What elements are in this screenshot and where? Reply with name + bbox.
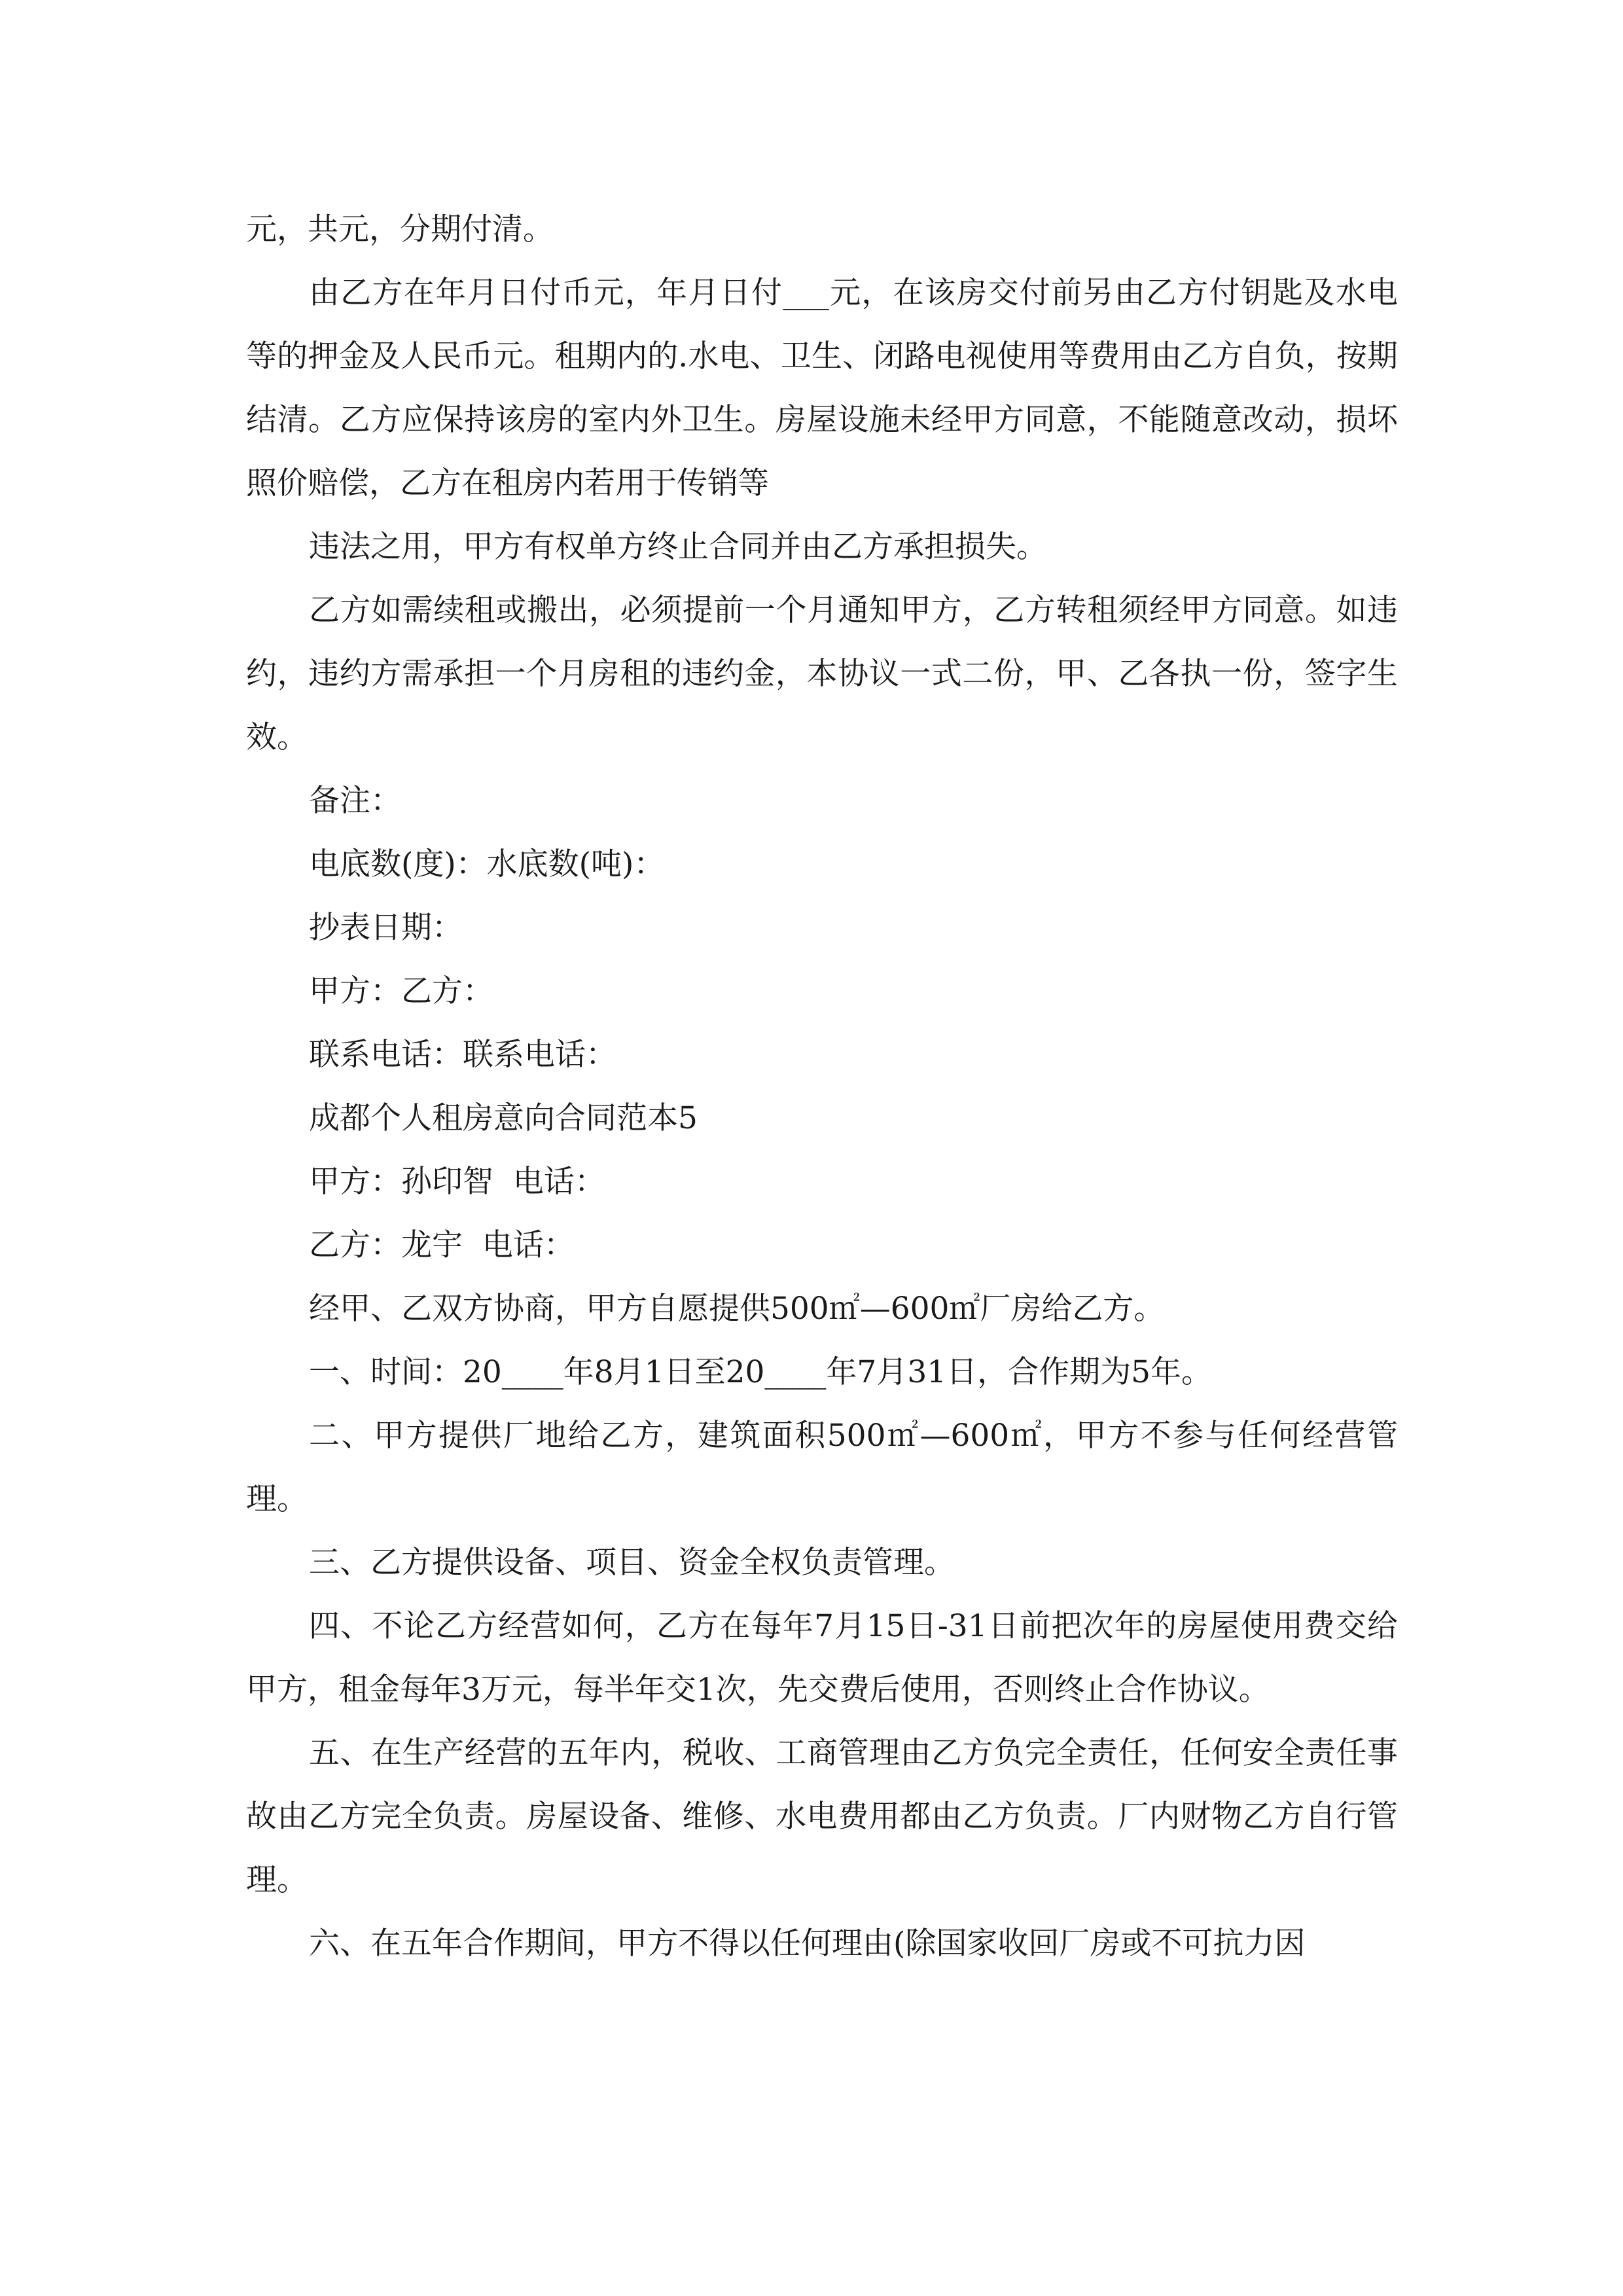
clause-2: 二、甲方提供厂地给乙方，建筑面积500㎡—600㎡，甲方不参与任何经营管理。 <box>246 1418 1398 1517</box>
section-title: 成都个人租房意向合同范本5 <box>309 1100 698 1136</box>
paragraph: 违法之用，甲方有权单方终止合同并由乙方承担损失。 <box>309 529 1047 565</box>
reading-date-line: 抄表日期： <box>309 910 463 946</box>
clause-3: 三、乙方提供设备、项目、资金全权负责管理。 <box>309 1545 955 1581</box>
contact-phone-line: 联系电话：联系电话： <box>309 1037 616 1073</box>
document-body <box>246 198 1398 1975</box>
clause-5: 五、在生产经营的五年内，税收、工商管理由乙方负完全责任，任何安全责任事故由乙方完全负责。房屋设备、维修、水电费用都由乙方负责。厂内财物乙方自行管理。 <box>246 1735 1398 1898</box>
clause-4: 四、不论乙方经营如何，乙方在每年7月15日-31日前把次年的房屋使用费交给甲方，租金每年3万元，每半年交1次，先交费后使用，否则终止合作协议。 <box>246 1608 1398 1708</box>
clause-6: 六、在五年合作期间，甲方不得以任何理由(除国家收回厂房或不可抗力因 <box>309 1926 1306 1962</box>
party-a-line: 甲方：孙印智 电话： <box>309 1164 605 1200</box>
paragraph: 乙方如需续租或搬出，必须提前一个月通知甲方，乙方转租须经甲方同意。如违约，违约方需承担一个月房租的违约金，本协议一式二份，甲、乙各执一份，签字生效。 <box>246 592 1398 755</box>
paragraph: 元，共元，分期付清。 <box>246 211 554 247</box>
remarks-label: 备注： <box>309 783 401 819</box>
party-b-line: 乙方：龙宇 电话： <box>309 1227 575 1263</box>
meter-readings-line: 电底数(度)：水底数(吨)： <box>309 846 665 882</box>
paragraph: 由乙方在年月日付币元，年月日付___元，在该房交付前另由乙方付钥匙及水电等的押金及人民币元。租期内的.水电、卫生、闭路电视使用等费用由乙方自负，按期结清。乙方应保持该房的室内外卫生。房屋设施未经甲方同意，不能随意改动，损坏照价赔偿，乙方在租房内若用于传销等 <box>246 275 1398 501</box>
paragraph: 经甲、乙双方协商，甲方自愿提供500㎡—600㎡厂房给乙方。 <box>309 1291 1165 1327</box>
clause-1: 一、时间：20____年8月1日至20____年7月31日，合作期为5年。 <box>309 1354 1213 1390</box>
parties-line: 甲方：乙方： <box>309 973 493 1009</box>
